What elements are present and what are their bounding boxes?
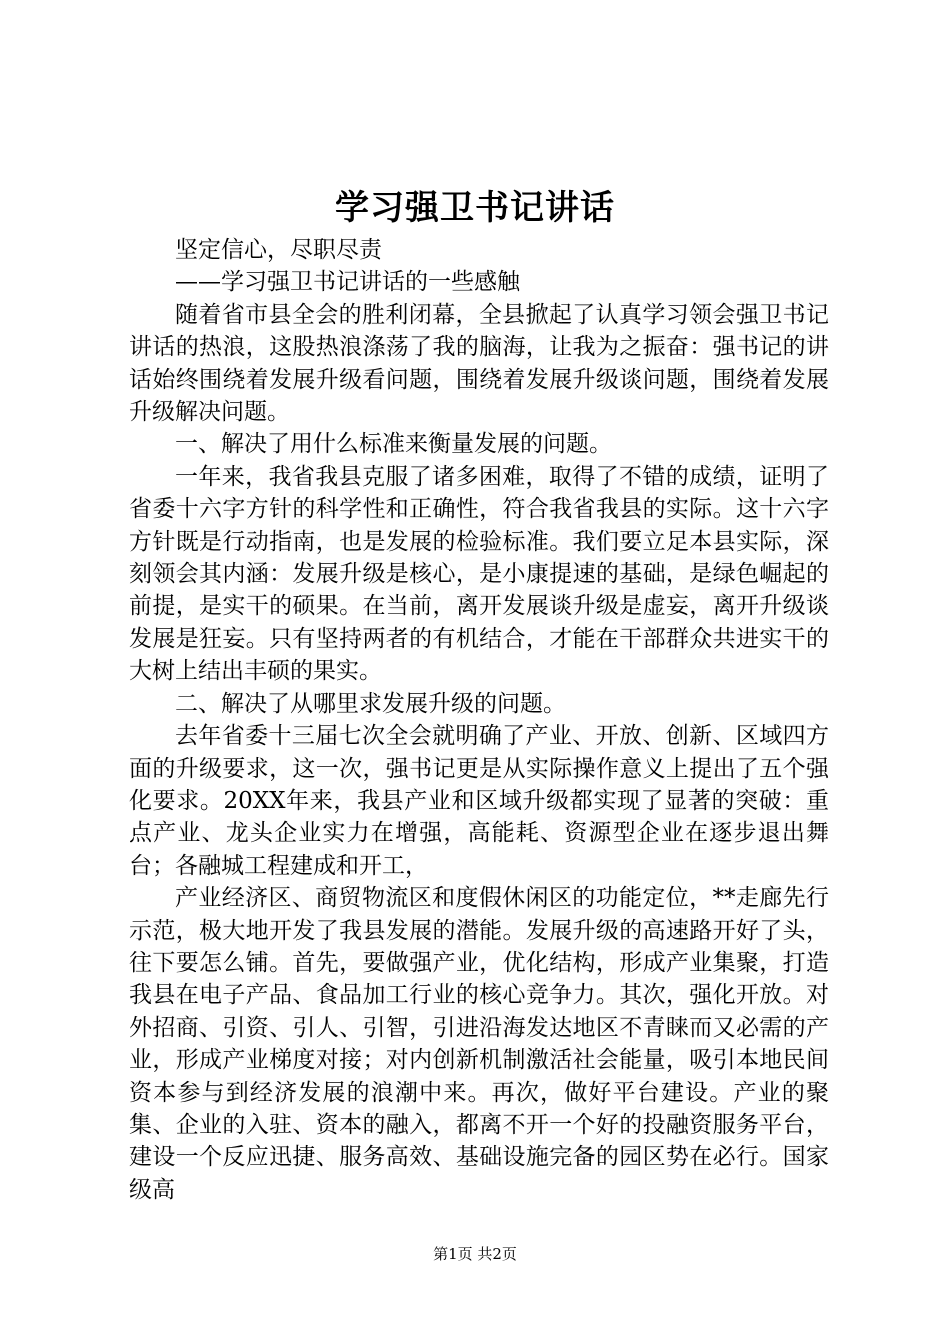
document-title: 学习强卫书记讲话 <box>335 188 615 228</box>
paragraph-section-2b: 产业经济区、商贸物流区和度假休闲区的功能定位，**走廊先行示范，极大地开发了我县发展的潜能。发展升级的高速路开好了头，往下要怎么铺。首先，要做强产业，优化结构，形成产业集聚，打造我县在电子产品、食品加工行业的核心竞争力。其次，强化开放。对外招商、引资、引人、引智，引进沿海发达地区不青睐而又必需的产业，形成产业梯度对接；对内创新机制激活社会能量，吸引本地民间资本参与到经济发展的浪潮中来。再次，做好平台建设。产业的聚集、企业的入驻、资本的融入，都离不开一个好的投融资服务平台，建设一个反应迅捷、服务高效、基础设施完备的园区势在必行。国家级高 <box>129 885 829 1203</box>
paragraph-subtitle: 坚定信心，尽职尽责 <box>175 237 382 263</box>
section-heading-2: 二、解决了从哪里求发展升级的问题。 <box>175 690 566 717</box>
paragraph-section-1: 一年来，我省我县克服了诸多困难，取得了不错的成绩，证明了省委十六字方针的科学性和正确性，符合我省我县的实际。这十六字方针既是行动指南，也是发展的检验标准。我们要立足本县实际，深刻领会其内涵：发展升级是核心，是小康提速的基础，是绿色崛起的前提，是实干的硕果。在当前，离开发展谈升级是虚妄，离开升级谈发展是狂妄。只有坚持两者的有机结合，才能在干部群众共进实干的大树上结出丰硕的果实。 <box>129 463 829 685</box>
section-heading-1: 一、解决了用什么标准来衡量发展的问题。 <box>175 431 612 458</box>
document-body <box>129 234 829 1206</box>
paragraph-section-2a: 去年省委十三届七次全会就明确了产业、开放、创新、区域四方面的升级要求，这一次，强书记更是从实际操作意义上提出了五个强化要求。20XX年来，我县产业和区域升级都实现了显著的突破：重点产业、龙头企业实力在增强，高能耗、资源型企业在逐步退出舞台；各融城工程建成和开工， <box>129 723 829 879</box>
paragraph-subheading: ——学习强卫书记讲话的一些感触 <box>175 269 520 296</box>
paragraph-intro: 随着省市县全会的胜利闭幕，全县掀起了认真学习领会强卫书记讲话的热浪，这股热浪涤荡了我的脑海，让我为之振奋：强书记的讲话始终围绕着发展升级看问题，围绕着发展升级谈问题，围绕着发展升级解决问题。 <box>129 301 829 426</box>
page-footer: 第1页 共2页 <box>433 1245 517 1263</box>
